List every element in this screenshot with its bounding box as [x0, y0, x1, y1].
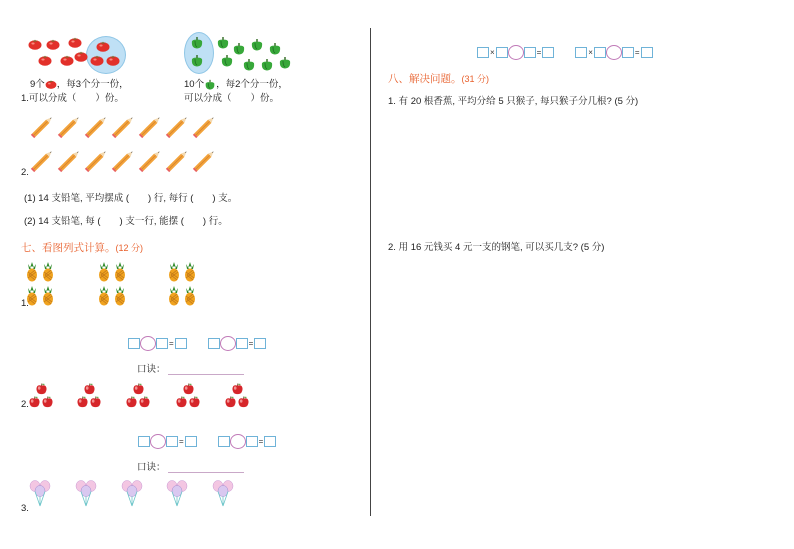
pineapple-icon — [184, 286, 196, 306]
equals-sign: = — [258, 437, 264, 447]
answer-box[interactable] — [138, 436, 150, 447]
green-pepper-icon — [278, 56, 292, 69]
apple-icon — [41, 396, 54, 408]
answer-box[interactable] — [218, 436, 230, 447]
green-pepper-icon — [216, 36, 230, 49]
answer-box[interactable] — [594, 47, 606, 58]
answer-box[interactable] — [254, 338, 266, 349]
green-pepper-icon — [250, 38, 264, 51]
apple-icon — [175, 396, 188, 408]
section-7-heading — [21, 240, 143, 255]
green-pepper-icon — [190, 54, 204, 67]
pepper-group — [184, 32, 294, 76]
pencil-icon — [109, 146, 137, 176]
operator-circle[interactable] — [230, 434, 246, 449]
tomato-icon — [90, 54, 104, 66]
operator-circle[interactable] — [220, 336, 236, 351]
apple-icon — [237, 396, 250, 408]
times-sign: × — [490, 48, 495, 58]
apple-icon — [231, 383, 244, 395]
tomato-icon — [106, 54, 120, 66]
answer-box[interactable] — [236, 338, 248, 349]
pineapple-groups — [26, 262, 206, 310]
apple-icon — [224, 396, 237, 408]
pineapple-icon — [114, 262, 126, 282]
pencil-icon — [163, 112, 191, 142]
balloon-bunch-icon — [211, 478, 235, 508]
q2-part1: (1) 14 支铅笔, 平均摆成 ( ) 行, 每行 ( ) 支。 — [24, 193, 238, 204]
tomato-icon — [45, 79, 57, 89]
apple-icon — [83, 383, 96, 395]
pencil-icon — [190, 146, 218, 176]
answer-box[interactable] — [575, 47, 587, 58]
pineapple-icon — [98, 262, 110, 282]
q1-tomato-question: 1.可以分成（ ）份。 — [21, 93, 124, 104]
pencil-row-2 — [28, 146, 228, 178]
equals-sign: = — [634, 48, 640, 58]
p2-number: 2. — [21, 399, 29, 410]
green-pepper-icon — [232, 42, 246, 55]
tomato-icon — [60, 54, 74, 66]
recite-blank[interactable] — [168, 464, 244, 473]
pineapple-icon — [168, 286, 180, 306]
answer-box[interactable] — [208, 338, 220, 349]
pencil-row-1 — [28, 112, 228, 144]
tomato-icon — [28, 38, 42, 50]
equals-sign: = — [248, 339, 254, 349]
recite-row-2: 口诀： — [137, 462, 244, 473]
tomato-group — [26, 34, 126, 74]
operator-circle[interactable] — [140, 336, 156, 351]
answer-box[interactable] — [542, 47, 554, 58]
column-divider — [370, 28, 371, 516]
operator-circle[interactable] — [508, 45, 524, 60]
pineapple-icon — [184, 262, 196, 282]
apple-groups — [28, 383, 258, 413]
answer-box[interactable] — [622, 47, 634, 58]
pencil-icon — [82, 146, 110, 176]
pencil-icon — [28, 112, 56, 142]
answer-box[interactable] — [641, 47, 653, 58]
pineapple-icon — [42, 262, 54, 282]
tomato-caption: 9个 ，每3个分一份， — [30, 79, 129, 90]
green-pepper-icon — [242, 58, 256, 71]
apple-icon — [125, 396, 138, 408]
green-pepper-icon — [260, 58, 274, 71]
pepper-caption: 10个 ，每2个分一份， — [184, 79, 288, 91]
pineapple-icon — [114, 286, 126, 306]
apple-icon — [182, 383, 195, 395]
pencil-icon — [55, 146, 83, 176]
apple-icon — [138, 396, 151, 408]
equals-sign: = — [169, 339, 174, 349]
balloon-groups — [28, 478, 248, 510]
tomato-icon — [96, 40, 110, 52]
problem-1: 1. 有 20 根香蕉, 平均分给 5 只猴子, 每只猴子分几根? (5 分) — [388, 96, 639, 107]
apple-icon — [76, 396, 89, 408]
section-7-title: 七、看图列式计算。 — [21, 242, 116, 254]
section-8-title: 八、解决问题。 — [388, 73, 462, 85]
pencil-icon — [28, 146, 56, 176]
pencil-icon — [163, 146, 191, 176]
apple-icon — [28, 396, 41, 408]
answer-box[interactable] — [524, 47, 536, 58]
tomato-icon — [46, 38, 60, 50]
apple-icon — [89, 396, 102, 408]
tomato-icon — [68, 36, 82, 48]
problem-2: 2. 用 16 元钱买 4 元一支的钢笔, 可以买几支? (5 分) — [388, 242, 605, 253]
answer-box[interactable] — [477, 47, 489, 58]
pencil-icon — [136, 112, 164, 142]
times-sign: × — [588, 48, 593, 58]
p1-number: 1. — [21, 298, 29, 309]
apple-icon — [132, 383, 145, 395]
balloon-bunch-icon — [165, 478, 189, 508]
operator-circle[interactable] — [150, 434, 166, 449]
pineapple-icon — [26, 262, 38, 282]
answer-box[interactable] — [246, 436, 258, 447]
green-pepper-icon — [220, 54, 234, 67]
pineapple-icon — [42, 286, 54, 306]
balloon-bunch-icon — [28, 478, 52, 508]
answer-box[interactable] — [264, 436, 276, 447]
pencil-icon — [82, 112, 110, 142]
answer-box[interactable] — [166, 436, 178, 447]
balloon-bunch-icon — [120, 478, 144, 508]
green-pepper-icon — [204, 79, 216, 90]
answer-box[interactable] — [175, 338, 187, 349]
answer-box[interactable] — [156, 338, 168, 349]
q2-part2: (2) 14 支铅笔, 每 ( ) 支一行, 能摆 ( ) 行。 — [24, 216, 228, 227]
answer-box[interactable] — [128, 338, 140, 349]
q1-pepper-question: 可以分成（ ）份。 — [184, 93, 280, 104]
equation-row-top-right — [477, 44, 653, 62]
tomato-icon — [38, 54, 52, 66]
pencil-icon — [109, 112, 137, 142]
answer-box[interactable] — [185, 436, 197, 447]
equation-row-2 — [138, 433, 276, 451]
operator-circle[interactable] — [606, 45, 622, 60]
answer-box[interactable] — [496, 47, 508, 58]
pineapple-icon — [98, 286, 110, 306]
equation-row-1 — [128, 335, 266, 353]
recite-row-1: 口诀： — [137, 364, 244, 375]
section-8-score: (31 分) — [461, 74, 490, 84]
p3-number: 3. — [21, 503, 29, 514]
apple-icon — [35, 383, 48, 395]
pineapple-icon — [168, 262, 180, 282]
green-pepper-icon — [190, 36, 204, 49]
apple-icon — [188, 396, 201, 408]
equals-sign: = — [179, 437, 184, 447]
section-7-score: (12 分) — [115, 243, 144, 253]
recite-blank[interactable] — [168, 366, 244, 375]
equals-sign: = — [536, 48, 542, 58]
q2-number: 2. — [21, 167, 29, 178]
pencil-icon — [55, 112, 83, 142]
section-8-heading — [388, 71, 489, 86]
pencil-icon — [136, 146, 164, 176]
green-pepper-icon — [268, 42, 282, 55]
tomato-icon — [74, 50, 88, 62]
balloon-bunch-icon — [74, 478, 98, 508]
pencil-icon — [190, 112, 218, 142]
